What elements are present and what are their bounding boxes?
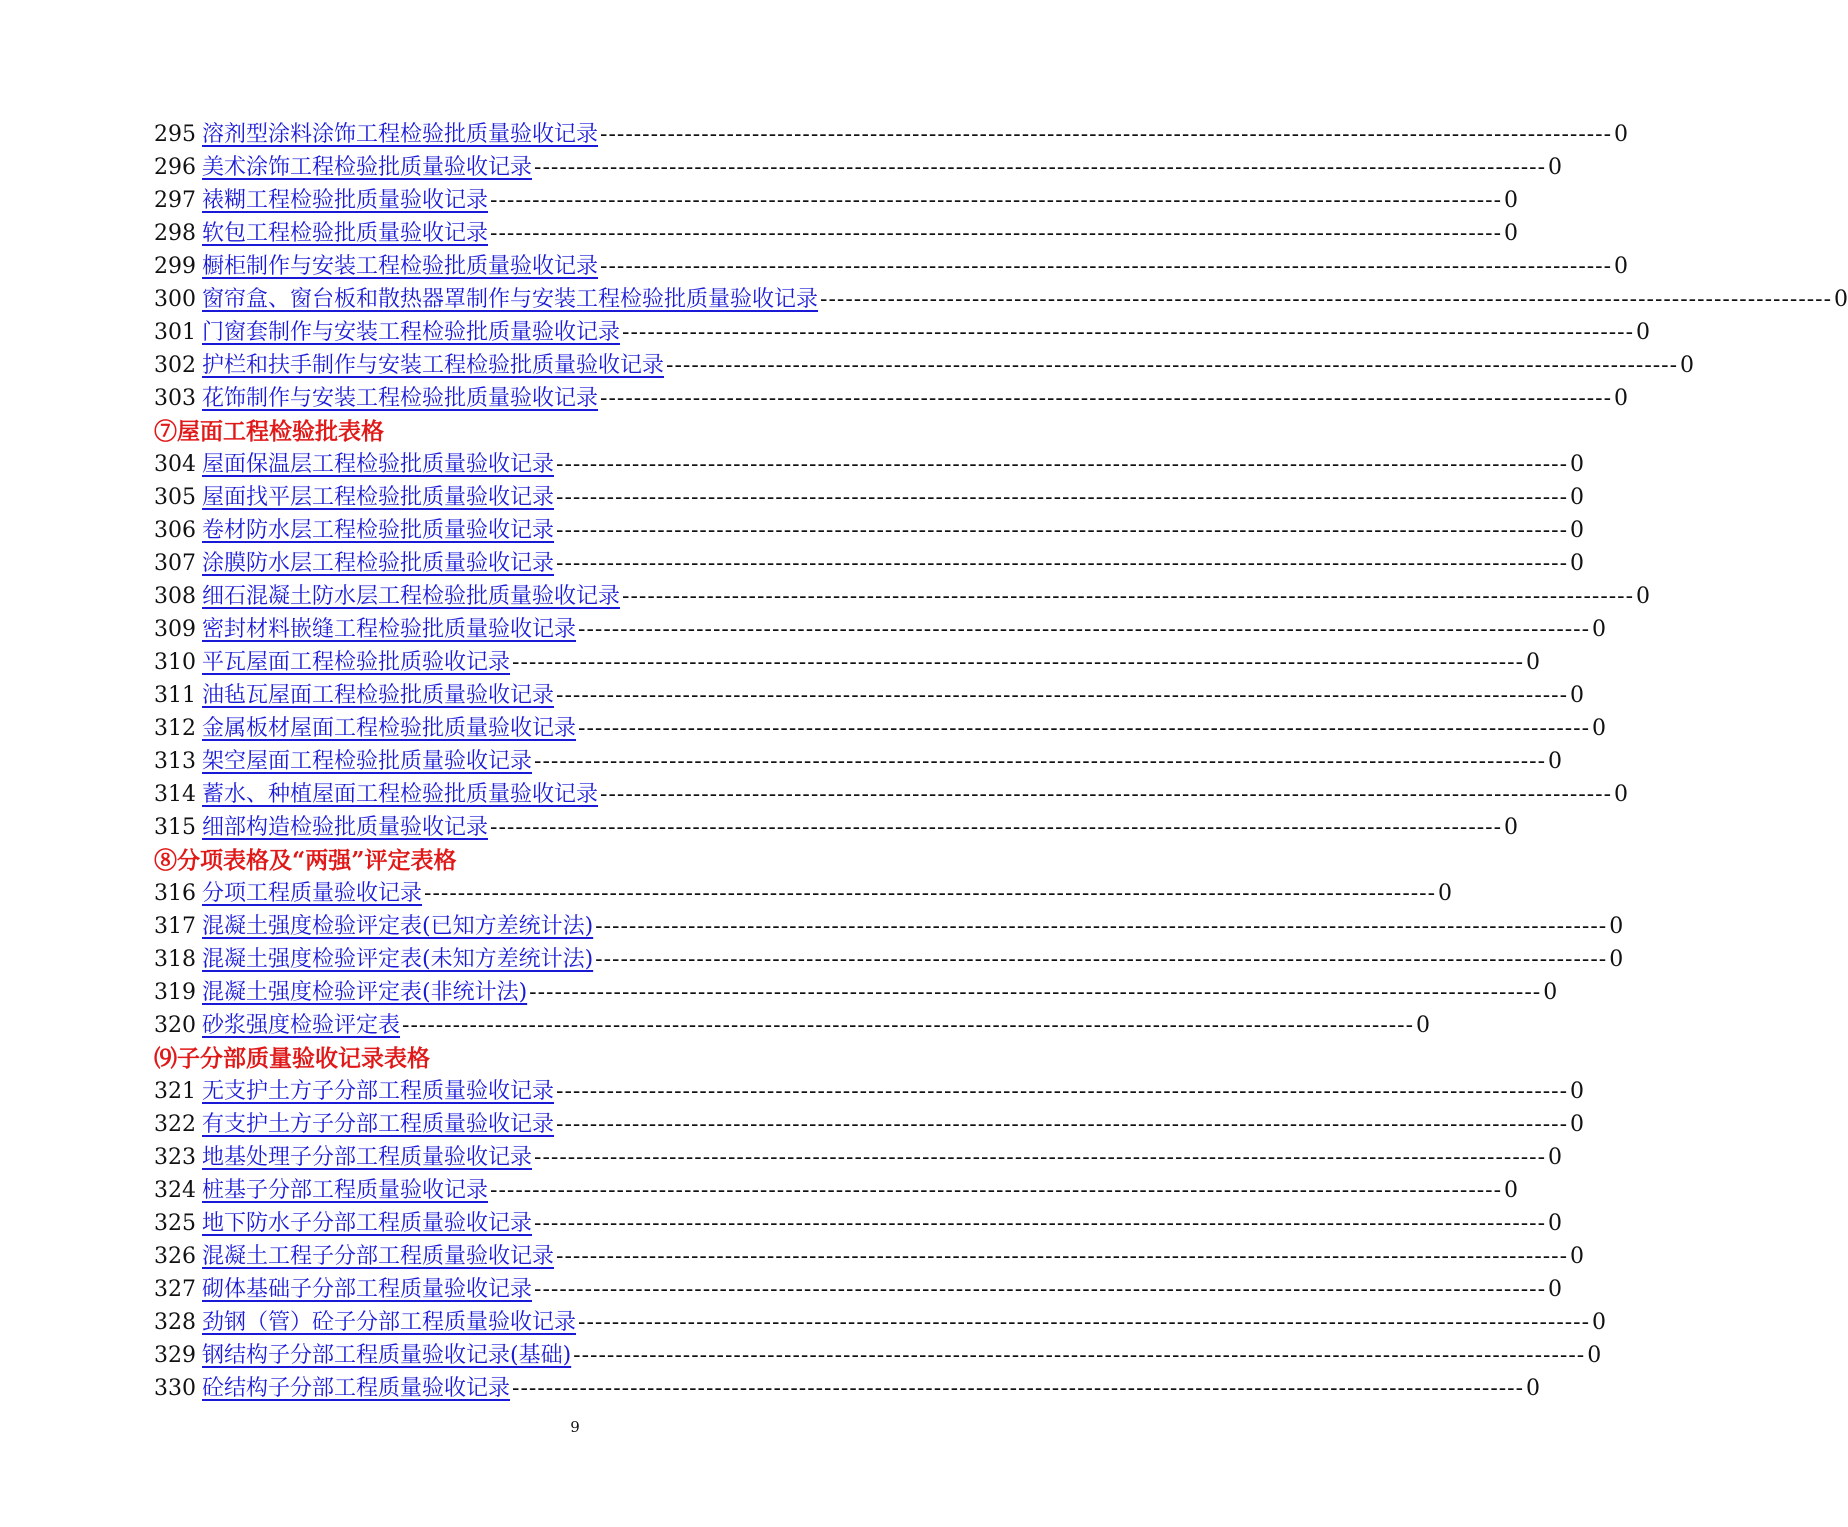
dot-leader: ------------------------------------------------------------------------------------------------------------------------ [820,287,1833,312]
entry-number: 317 [154,914,196,939]
section-heading: ⑼子分部质量验收记录表格 [154,1045,430,1072]
dot-leader: ------------------------------------------------------------------------------------------------------------------------ [578,716,1591,741]
dot-leader: ------------------------------------------------------------------------------------------------------------------------ [490,188,1503,213]
toc-entry [154,1009,1431,1042]
entry-page: 0 [1614,254,1629,279]
entry-page: 0 [1570,452,1585,477]
entry-page: 0 [1636,320,1651,345]
toc-entry [154,151,1563,184]
entry-page: 0 [1570,551,1585,576]
entry-number: 297 [154,188,196,213]
entry-page: 0 [1570,683,1585,708]
entry-page: 0 [1526,650,1541,675]
dot-leader: ------------------------------------------------------------------------------------------------------------------------ [556,452,1569,477]
toc-entry [154,646,1541,679]
toc-entry [154,811,1519,844]
entry-page: 0 [1526,1376,1541,1401]
entry-link[interactable]: 油毡瓦屋面工程检验批质量验收记录 [202,683,555,708]
toc-entry [154,1108,1585,1141]
entry-link[interactable]: 混凝土强度检验评定表(非统计法) [202,980,528,1005]
entry-number: 325 [154,1211,196,1236]
entry-link[interactable]: 密封材料嵌缝工程检验批质量验收记录 [202,617,577,642]
dot-leader: ------------------------------------------------------------------------------------------------------------------------ [578,617,1591,642]
entry-link[interactable]: 美术涂饰工程检验批质量验收记录 [202,155,533,180]
entry-page: 0 [1504,221,1519,246]
entry-link[interactable]: 钢结构子分部工程质量验收记录(基础) [202,1343,572,1368]
entry-link[interactable]: 花饰制作与安装工程检验批质量验收记录 [202,386,599,411]
toc-entry [154,679,1585,712]
entry-page: 0 [1614,782,1629,807]
toc-list [154,118,1848,1405]
toc-entry [154,184,1519,217]
toc-entry [154,448,1585,481]
entry-number: 306 [154,518,196,543]
dot-leader: ------------------------------------------------------------------------------------------------------------------------ [556,683,1569,708]
toc-entry [154,481,1585,514]
entry-page: 0 [1636,584,1651,609]
dot-leader: ------------------------------------------------------------------------------------------------------------------------ [600,782,1613,807]
entry-page: 0 [1548,1211,1563,1236]
toc-entry [154,250,1629,283]
entry-page: 0 [1570,485,1585,510]
entry-number: 322 [154,1112,196,1137]
entry-link[interactable]: 裱糊工程检验批质量验收记录 [202,188,489,213]
dot-leader: ------------------------------------------------------------------------------------------------------------------------ [556,485,1569,510]
entry-number: 314 [154,782,196,807]
entry-link[interactable]: 溶剂型涂料涂饰工程检验批质量验收记录 [202,122,599,147]
page-number: 9 [570,1418,580,1436]
entry-page: 0 [1570,1079,1585,1104]
entry-link[interactable]: 地基处理子分部工程质量验收记录 [202,1145,533,1170]
entry-page: 0 [1548,155,1563,180]
dot-leader: ------------------------------------------------------------------------------------------------------------------------ [534,1277,1547,1302]
toc-entry [154,877,1453,910]
entry-link[interactable]: 细部构造检验批质量验收记录 [202,815,489,840]
dot-leader: ------------------------------------------------------------------------------------------------------------------------ [556,518,1569,543]
entry-link[interactable]: 护栏和扶手制作与安装工程检验批质量验收记录 [202,353,665,378]
entry-number: 323 [154,1145,196,1170]
dot-leader: ------------------------------------------------------------------------------------------------------------------------ [556,1079,1569,1104]
dot-leader: ------------------------------------------------------------------------------------------------------------------------ [512,1376,1525,1401]
toc-entry [154,118,1629,151]
toc-entry [154,1240,1585,1273]
entry-link[interactable]: 砌体基础子分部工程质量验收记录 [202,1277,533,1302]
entry-link[interactable]: 架空屋面工程检验批质量验收记录 [202,749,533,774]
entry-page: 0 [1543,980,1558,1005]
entry-number: 311 [154,683,196,708]
dot-leader: ------------------------------------------------------------------------------------------------------------------------ [490,1178,1503,1203]
entry-page: 0 [1592,716,1607,741]
entry-number: 330 [154,1376,196,1401]
entry-page: 0 [1548,1277,1563,1302]
dot-leader: ------------------------------------------------------------------------------------------------------------------------ [534,155,1547,180]
entry-link[interactable]: 涂膜防水层工程检验批质量验收记录 [202,551,555,576]
entry-link[interactable]: 混凝土强度检验评定表(已知方差统计法) [202,914,594,939]
toc-entry [154,1306,1607,1339]
entry-link[interactable]: 细石混凝土防水层工程检验批质量验收记录 [202,584,621,609]
entry-number: 329 [154,1343,196,1368]
entry-link[interactable]: 软包工程检验批质量验收记录 [202,221,489,246]
dot-leader: ------------------------------------------------------------------------------------------------------------------------ [556,1112,1569,1137]
entry-number: 320 [154,1013,196,1038]
entry-number: 318 [154,947,196,972]
dot-leader: ------------------------------------------------------------------------------------------------------------------------ [534,1211,1547,1236]
entry-page: 0 [1592,617,1607,642]
entry-number: 326 [154,1244,196,1269]
entry-number: 312 [154,716,196,741]
dot-leader: ------------------------------------------------------------------------------------------------------------------------ [424,881,1437,906]
entry-link[interactable]: 砂浆强度检验评定表 [202,1013,401,1038]
dot-leader: ------------------------------------------------------------------------------------------------------------------------ [534,749,1547,774]
toc-entry [154,1174,1519,1207]
entry-number: 295 [154,122,196,147]
entry-link[interactable]: 劲钢（管）砼子分部工程质量验收记录 [202,1310,577,1335]
entry-link[interactable]: 砼结构子分部工程质量验收记录 [202,1376,511,1401]
entry-number: 305 [154,485,196,510]
toc-entry [154,547,1585,580]
entry-page: 0 [1548,749,1563,774]
entry-link[interactable]: 卷材防水层工程检验批质量验收记录 [202,518,555,543]
entry-link[interactable]: 平瓦屋面工程检验批质验收记录 [202,650,511,675]
dot-leader: ------------------------------------------------------------------------------------------------------------------------ [556,551,1569,576]
toc-entry [154,613,1607,646]
entry-page: 0 [1834,287,1848,312]
entry-number: 307 [154,551,196,576]
entry-page: 0 [1504,188,1519,213]
entry-page: 0 [1587,1343,1602,1368]
dot-leader: ------------------------------------------------------------------------------------------------------------------------ [600,122,1613,147]
toc-entry [154,976,1558,1009]
entry-page: 0 [1438,881,1453,906]
toc-entry [154,910,1624,943]
toc-entry [154,943,1624,976]
entry-number: 310 [154,650,196,675]
entry-number: 315 [154,815,196,840]
dot-leader: ------------------------------------------------------------------------------------------------------------------------ [595,947,1608,972]
entry-link[interactable]: 桩基子分部工程质量验收记录 [202,1178,489,1203]
entry-page: 0 [1609,914,1624,939]
entry-number: 303 [154,386,196,411]
dot-leader: ------------------------------------------------------------------------------------------------------------------------ [666,353,1679,378]
entry-number: 296 [154,155,196,180]
dot-leader: ------------------------------------------------------------------------------------------------------------------------ [490,221,1503,246]
entry-link[interactable]: 门窗套制作与安装工程检验批质量验收记录 [202,320,621,345]
entry-page: 0 [1548,1145,1563,1170]
toc-entry [154,316,1651,349]
entry-page: 0 [1609,947,1624,972]
entry-number: 309 [154,617,196,642]
entry-link[interactable]: 屋面保温层工程检验批质量验收记录 [202,452,555,477]
toc-entry [154,1372,1541,1405]
toc-entry [154,778,1629,811]
entry-number: 319 [154,980,196,1005]
toc-entry [154,712,1607,745]
entry-number: 313 [154,749,196,774]
dot-leader: ------------------------------------------------------------------------------------------------------------------------ [534,1145,1547,1170]
entry-link[interactable]: 混凝土工程子分部工程质量验收记录 [202,1244,555,1269]
entry-page: 0 [1504,1178,1519,1203]
dot-leader: ------------------------------------------------------------------------------------------------------------------------ [578,1310,1591,1335]
entry-link[interactable]: 橱柜制作与安装工程检验批质量验收记录 [202,254,599,279]
entry-number: 298 [154,221,196,246]
entry-link[interactable]: 混凝土强度检验评定表(未知方差统计法) [202,947,594,972]
dot-leader: ------------------------------------------------------------------------------------------------------------------------ [512,650,1525,675]
toc-entry [154,1141,1563,1174]
entry-page: 0 [1614,122,1629,147]
entry-page: 0 [1592,1310,1607,1335]
toc-entry [154,580,1651,613]
entry-link[interactable]: 金属板材屋面工程检验批质量验收记录 [202,716,577,741]
toc-entry [154,217,1519,250]
toc-entry [154,382,1629,415]
entry-page: 0 [1614,386,1629,411]
dot-leader: ------------------------------------------------------------------------------------------------------------------------ [556,1244,1569,1269]
dot-leader: ------------------------------------------------------------------------------------------------------------------------ [622,320,1635,345]
entry-link[interactable]: 窗帘盒、窗台板和散热器罩制作与安装工程检验批质量验收记录 [202,287,819,312]
entry-link[interactable]: 地下防水子分部工程质量验收记录 [202,1211,533,1236]
entry-number: 324 [154,1178,196,1203]
dot-leader: ------------------------------------------------------------------------------------------------------------------------ [595,914,1608,939]
section-heading: ⑧分项表格及“两强”评定表格 [154,847,457,874]
entry-number: 300 [154,287,196,312]
entry-number: 316 [154,881,196,906]
section-heading: ⑦屋面工程检验批表格 [154,418,384,445]
dot-leader: ------------------------------------------------------------------------------------------------------------------------ [402,1013,1415,1038]
entry-number: 302 [154,353,196,378]
entry-link[interactable]: 屋面找平层工程检验批质量验收记录 [202,485,555,510]
toc-entry [154,1075,1585,1108]
entry-number: 304 [154,452,196,477]
entry-page: 0 [1570,518,1585,543]
toc-entry [154,349,1695,382]
entry-number: 328 [154,1310,196,1335]
entry-page: 0 [1570,1112,1585,1137]
entry-number: 327 [154,1277,196,1302]
dot-leader: ------------------------------------------------------------------------------------------------------------------------ [600,254,1613,279]
entry-number: 301 [154,320,196,345]
entry-link[interactable]: 有支护土方子分部工程质量验收记录 [202,1112,555,1137]
entry-link[interactable]: 分项工程质量验收记录 [202,881,423,906]
dot-leader: ------------------------------------------------------------------------------------------------------------------------ [490,815,1503,840]
entry-page: 0 [1504,815,1519,840]
entry-link[interactable]: 无支护土方子分部工程质量验收记录 [202,1079,555,1104]
toc-entry [154,1339,1602,1372]
toc-entry [154,283,1848,316]
entry-number: 308 [154,584,196,609]
toc-entry [154,514,1585,547]
toc-entry [154,745,1563,778]
entry-number: 321 [154,1079,196,1104]
dot-leader: ------------------------------------------------------------------------------------------------------------------------ [529,980,1542,1005]
dot-leader: ------------------------------------------------------------------------------------------------------------------------ [600,386,1613,411]
toc-entry [154,1207,1563,1240]
entry-page: 0 [1680,353,1695,378]
entry-number: 299 [154,254,196,279]
dot-leader: ------------------------------------------------------------------------------------------------------------------------ [622,584,1635,609]
entry-page: 0 [1570,1244,1585,1269]
toc-entry [154,1273,1563,1306]
entry-link[interactable]: 蓄水、种植屋面工程检验批质量验收记录 [202,782,599,807]
entry-page: 0 [1416,1013,1431,1038]
dot-leader: ------------------------------------------------------------------------------------------------------------------------ [573,1343,1586,1368]
